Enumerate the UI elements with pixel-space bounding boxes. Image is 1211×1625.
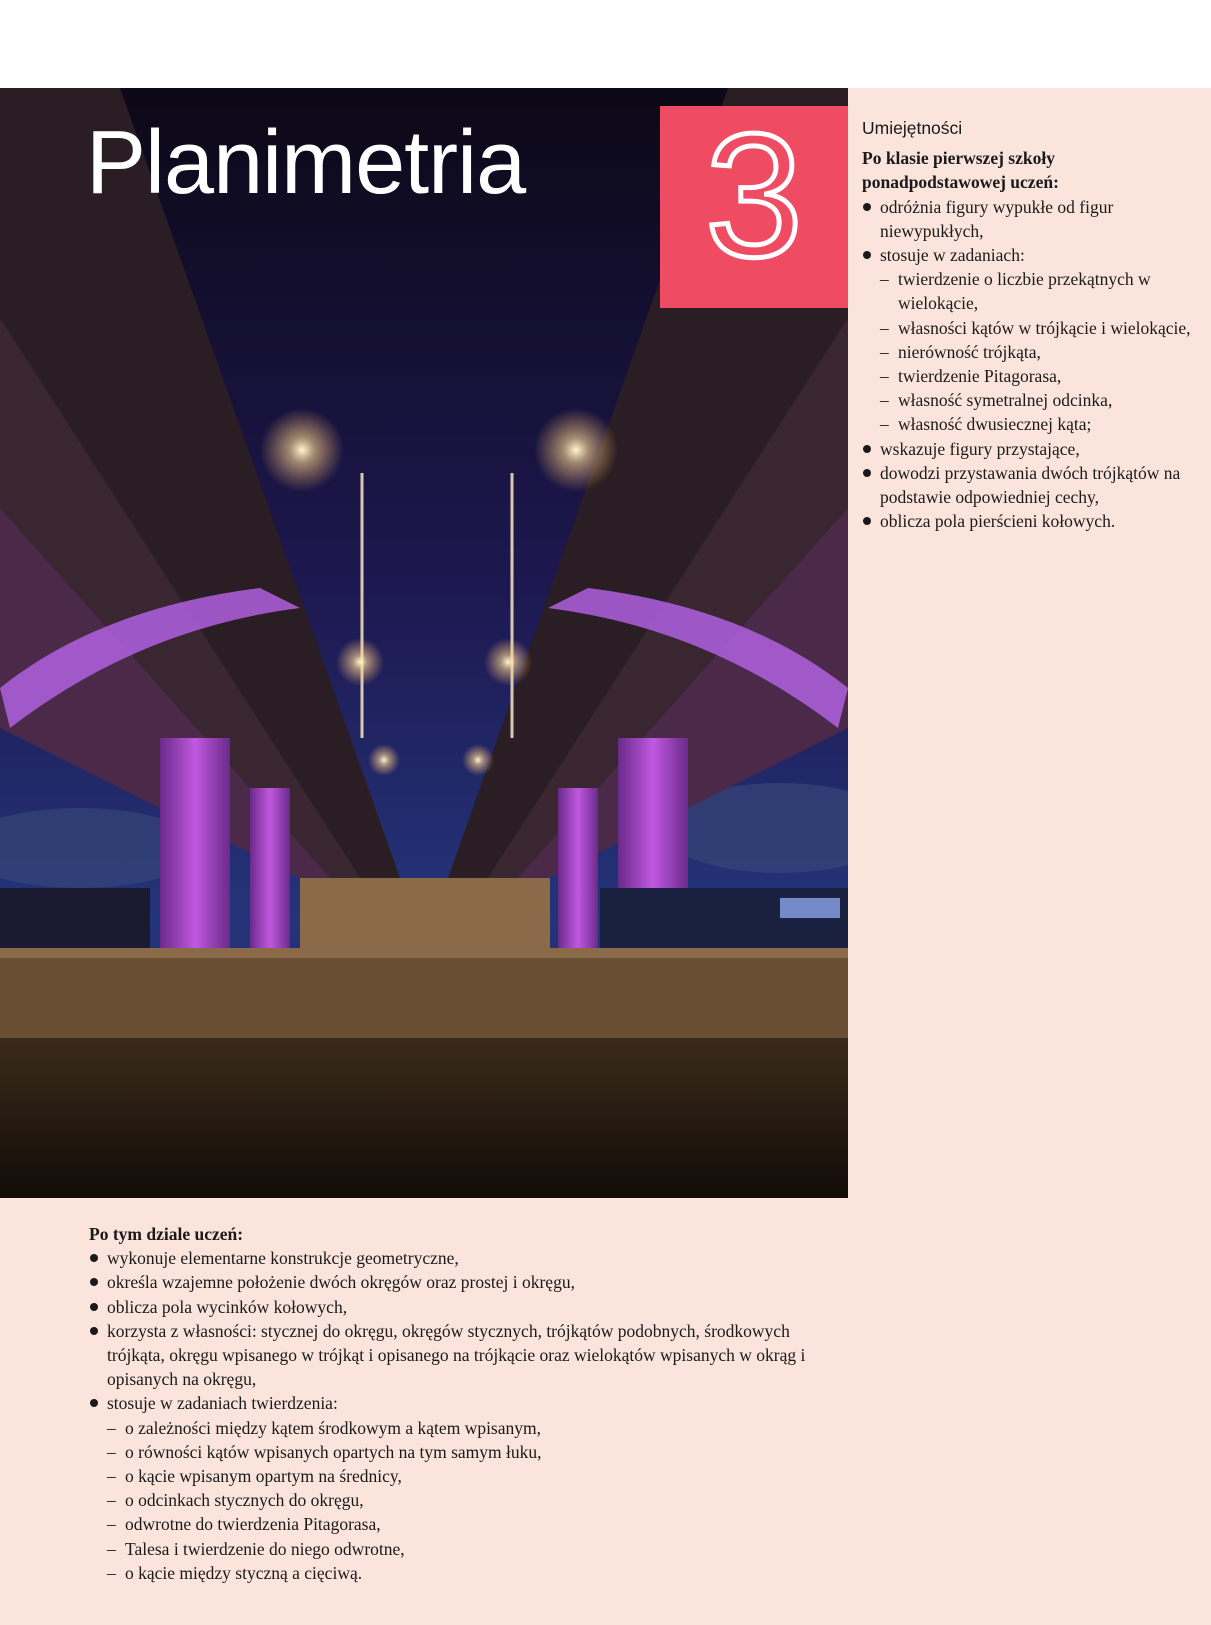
outcomes-section — [89, 1222, 849, 1585]
skills-section — [862, 116, 1202, 533]
sub-list-item: – o zależności między kątem środkowym a kątem wpisanym, — [107, 1416, 849, 1440]
list-item — [89, 1391, 849, 1585]
list-item: oblicza pola pierścieni kołowych. — [862, 509, 1202, 533]
sub-list-item: – odwrotne do twierdzenia Pitagorasa, — [107, 1512, 849, 1536]
sub-list-item: – własność symetralnej odcinka, — [880, 388, 1202, 412]
sub-list-item: – twierdzenie Pitagorasa, — [880, 364, 1202, 388]
sub-list-item: – własności kątów w trójkącie i wielokącie, — [880, 316, 1202, 340]
sub-list — [107, 1416, 849, 1585]
top-margin — [0, 0, 1211, 88]
chapter-number: 3 — [705, 98, 803, 294]
list-item-text: stosuje w zadaniach: — [880, 245, 1025, 266]
sub-list-item: – o odcinkach stycznych do okręgu, — [107, 1488, 849, 1512]
sub-list-item: – własność dwusiecznej kąta; — [880, 412, 1202, 436]
list-item: odróżnia figury wypukłe od figur niewypukłych, — [862, 195, 1202, 243]
sub-list-item: – Talesa i twierdzenie do niego odwrotne, — [107, 1537, 849, 1561]
list-item: określa wzajemne położenie dwóch okręgów oraz prostej i okręgu, — [89, 1270, 849, 1294]
list-item-text: stosuje w zadaniach twierdzenia: — [107, 1393, 338, 1414]
sub-list-item: – o równości kątów wpisanych opartych na tym samym łuku, — [107, 1440, 849, 1464]
list-item — [862, 243, 1202, 437]
chapter-number-box — [660, 98, 848, 308]
list-item: dowodzi przystawania dwóch trójkątów na podstawie odpowiedniej cechy, — [862, 461, 1202, 509]
outcomes-list — [89, 1246, 849, 1585]
skills-list — [862, 195, 1202, 534]
sub-list-item: – twierdzenie o liczbie przekątnych w wielokącie, — [880, 267, 1202, 315]
skills-heading: Umiejętności — [862, 118, 963, 138]
list-item: wykonuje elementarne konstrukcje geometryczne, — [89, 1246, 849, 1270]
list-item: oblicza pola wycinków kołowych, — [89, 1295, 849, 1319]
outcomes-intro: Po tym dziale uczeń: — [89, 1224, 244, 1244]
sub-list-item: – o kącie wpisanym opartym na średnicy, — [107, 1464, 849, 1488]
skills-intro: Po klasie pierwszej szkoły ponadpodstawowej uczeń: — [862, 148, 1059, 193]
sub-list-item: – o kącie między styczną a cięciwą. — [107, 1561, 849, 1585]
chapter-title: Planimetria — [86, 113, 526, 213]
list-item: korzysta z własności: stycznej do okręgu, okręgów stycznych, trójkątów podobnych, środkowych trójkąta, okręgu wpisanego w trójkąt i opisanego na trójkącie oraz wielokątów wpisanych w okrąg i opisanych na okręgu, — [89, 1319, 849, 1392]
list-item: wskazuje figury przystające, — [862, 437, 1202, 461]
sub-list — [880, 267, 1202, 436]
sub-list-item: – nierówność trójkąta, — [880, 340, 1202, 364]
